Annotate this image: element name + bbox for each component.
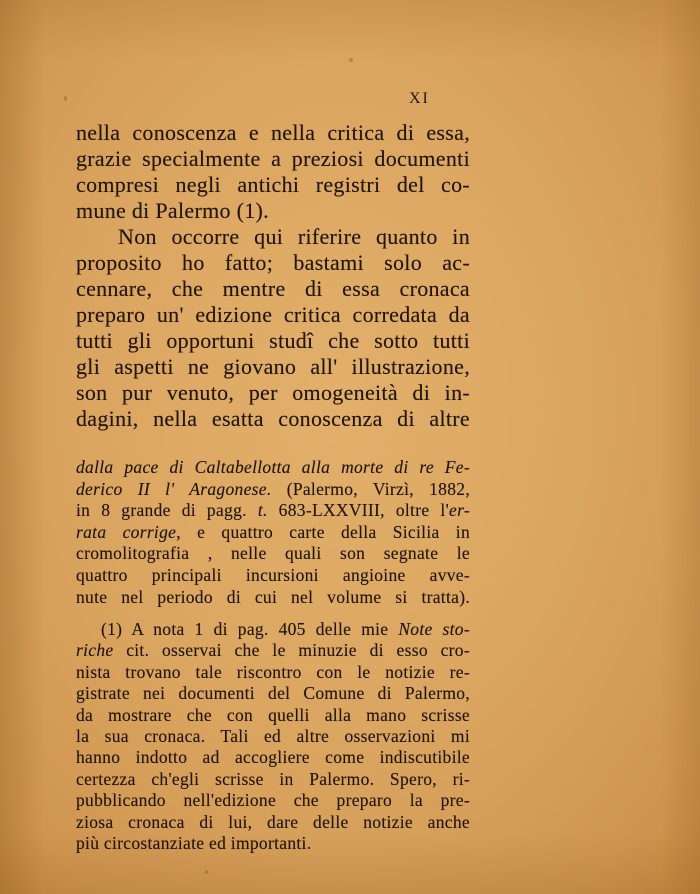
footnote-line: cromolitografia , nelle quali son segnate le [76, 543, 470, 564]
footnote-italic-text: riche [76, 640, 114, 661]
footnote-italic-text: er- [449, 500, 470, 521]
footnote-line: hanno indotto ad accogliere come indiscutibile [76, 747, 470, 768]
main-text [76, 120, 470, 432]
body-line: grazie specialmente a preziosi documenti [76, 146, 470, 171]
footnote-italic-text: derico II l' Aragonese. [76, 478, 272, 499]
footnote-line: certezza ch'egli scrisse in Palermo. Spero, ri- [76, 768, 470, 789]
footnote-text: 683-LXXVIII, oltre l' [267, 500, 450, 521]
footnote-text: cit. osservai che le minuzie di esso cro- [113, 640, 470, 661]
footnote-italic-text: rata corrige [76, 521, 177, 542]
body-line: son pur venuto, per omogeneità di in- [76, 380, 470, 405]
footnote-italic-text: Note sto- [398, 619, 470, 639]
body-line: mune di Palermo (1). [76, 198, 269, 223]
footnote-line [76, 640, 470, 661]
footnote-line: la sua cronaca. Tali ed altre osservazioni mi [76, 726, 470, 747]
footnote-line [76, 500, 470, 522]
body-line: compresi negli antichi registri del co- [76, 172, 470, 197]
footnote-continuation [76, 457, 470, 608]
footnote-text: , e quattro carte della Sicilia in [176, 521, 470, 542]
footnote-line: gistrate nei documenti del Comune di Palermo, [76, 683, 470, 704]
body-line: Non occorre qui riferire quanto in [118, 224, 470, 249]
paper-spot [205, 870, 208, 874]
footnote-line [76, 479, 470, 501]
footnote-line: nista trovano tale riscontro con le notizie re- [76, 661, 470, 682]
footnote-line: più circostanziate ed importanti. [76, 833, 312, 854]
footnote-line [76, 522, 470, 544]
footnote-line: da mostrare che con quelli alla mano scrisse [76, 704, 470, 725]
page-number: XI [409, 90, 430, 107]
paper-spot [64, 96, 67, 101]
body-line: tutti gli opportuni studî che sotto tutti [76, 328, 470, 353]
body-line: nella conoscenza e nella critica di essa, [76, 120, 470, 145]
body-line: gli aspetti ne giovano all' illustrazione, [76, 354, 470, 379]
footnote-text: (1) A nota 1 di pag. 405 delle mie [101, 619, 399, 639]
footnote-line [76, 619, 470, 640]
footnote-1 [76, 619, 470, 854]
body-line: preparo un' edizione critica corredata da [76, 302, 470, 327]
footnote-line: nute nel periodo di cui nel volume si tratta). [76, 586, 470, 607]
footnote-line: ziosa cronaca di lui, dare delle notizie anche [76, 811, 470, 832]
body-line: cennare, che mentre di essa cronaca [76, 276, 470, 301]
footnote-line: dalla pace di Caltabellotta alla morte di re Fe- [76, 457, 470, 477]
footnote-line: pubblicando nell'edizione che preparo la pre- [76, 790, 470, 811]
footnote-italic-text: t. [257, 500, 268, 521]
body-line: proposito ho fatto; bastami solo ac- [76, 250, 470, 275]
paper-spot [349, 58, 353, 62]
footnote-line: quattro principali incursioni angioine avve- [76, 564, 470, 585]
footnote-text: (Palermo, Virzì, 1882, [271, 478, 470, 499]
footnote-text: in 8 grande di pagg. [76, 500, 258, 521]
body-line: dagini, nella esatta conoscenza di altre [76, 406, 470, 431]
